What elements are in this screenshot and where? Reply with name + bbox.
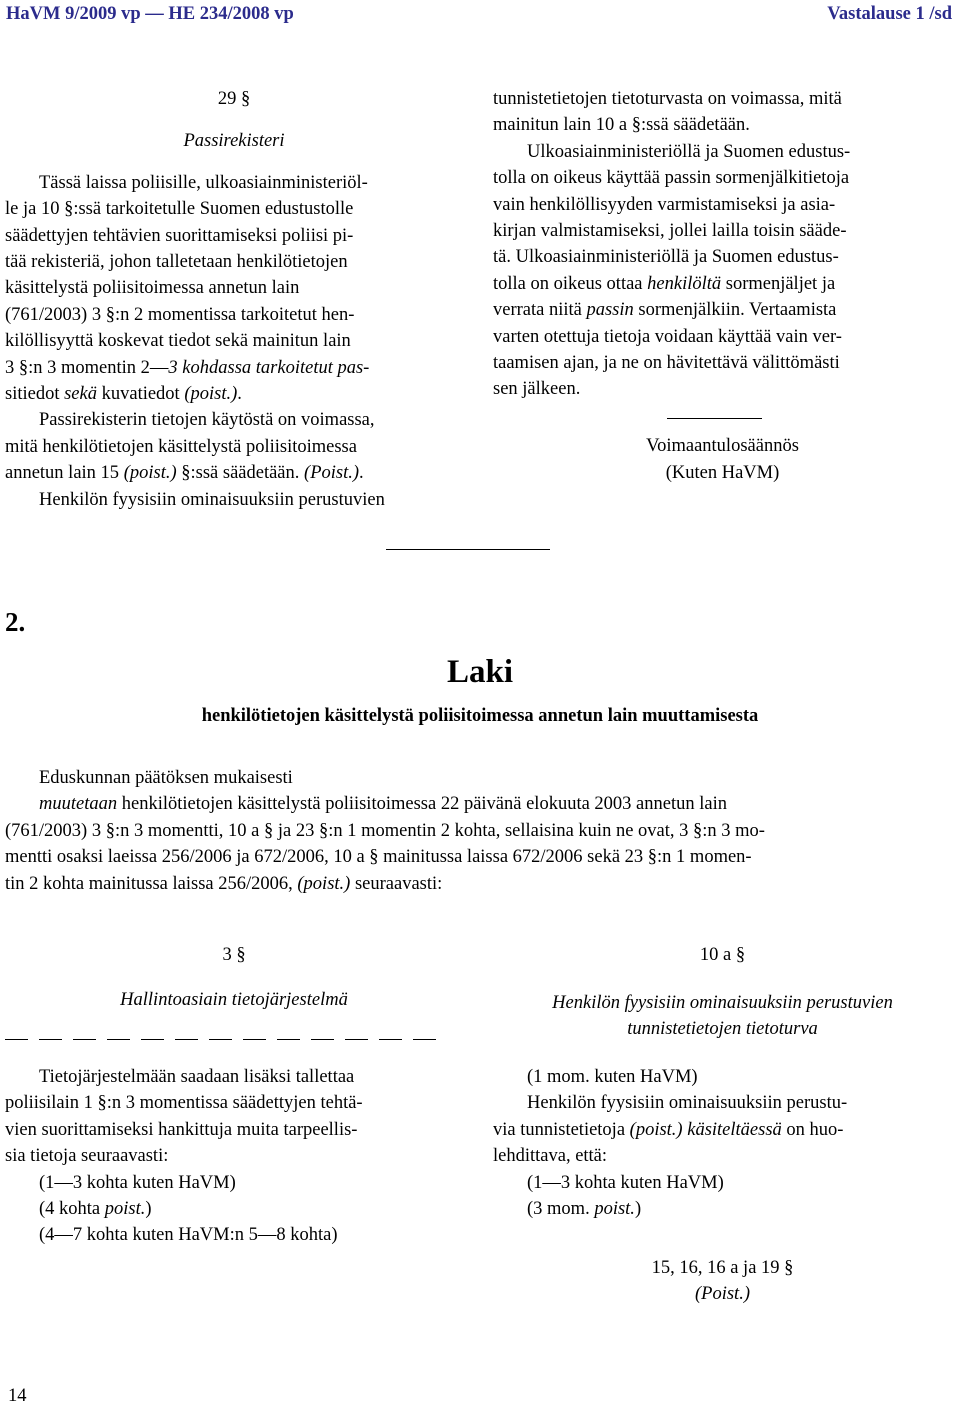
paragraph: (1 mom. kuten HaVM) Henkilön fyysisiin ominaisuuksiin perustu- via tunnistetietoja (poist.) käsiteltäessä on huo- lehdittava, että: (1—3 kohta kuten HaVM) (3 mom. poist.) [493,1064,952,1222]
omitted-text-dashes [5,1039,436,1040]
law-title: Laki [446,654,514,690]
transition-heading: Voimaantulosäännös [646,436,799,456]
section-title: Henkilön fyysisiin ominaisuuksiin perustuvien tunnistetietojen tietoturva [552,993,893,1040]
section-title: Passirekisteri [183,131,285,152]
paragraph: Passirekisterin tietojen käytöstä on voimassa, mitä henkilötietojen käsittelystä poliisitoimessa annetun lain 15 (poist.) §:ssä säädetään. (Poist.). Henkilön fyysisiin ominaisuuksiin perustuvien [5,410,385,510]
law-number: 2. [5,607,26,637]
paragraph: Ulkoasiainministeriöllä ja Suomen edustus- tolla on oikeus käyttää passin sormenjälkitietoja vain henkilöllisyyden varmistamiseksi ja asia- kirjan valmistamiseksi, jollei lailla toisin sääde- tä. Ulkoasiainministeriöllä ja Suomen edustus- tolla on oikeus ottaa henkilöltä sormenjäljet ja verrata niitä passin sormenjälkiin. Vertaamista varten otettuja tietoja voidaan käyttää vain ver- taamisen ajan, ja ne on hävitettävä välittömästi sen jälkeen. [493,141,851,400]
paragraph: Tietojärjestelmään saadaan lisäksi tallettaa poliisilain 1 §:n 3 momentissa säädettyjen tehtä- vien suorittamiseksi hankittuja muita tarpeellis- sia tietoja seuraavasti: (1—3 kohta kuten HaVM) (4 kohta poist.) (4—7 kohta kuten HaVM:n 5—8 kohta) [5,1064,463,1249]
right-column [493,86,952,403]
list-item: (3 mom. poist.) [527,1199,642,1220]
list-item: (4—7 kohta kuten HaVM:n 5—8 kohta) [39,1225,338,1246]
removed-note: (Poist.) [695,1284,750,1304]
section-heading: 29 § [217,89,251,109]
removed-sections: 15, 16, 16 a ja 19 § [651,1258,794,1278]
law-preamble: Eduskunnan päätöksen mukaisesti muutetaan henkilötietojen käsittelystä poliisitoimessa 22 päivänä elokuuta 2003 annetun lain (761/2003) 3 §:n 3 momentti, 10 a § ja 23 §:n 1 momentin 2 kohta, sellaisina kuin ne ovat, 3 §:n 3 mo- mentti osaksi laeissa 256/2006 ja 672/2006, 10 a § mainitussa laissa 672/2006 sekä 23 §:n 1 momen- tin 2 kohta mainitussa laissa 256/2006, (poist.) seuraavasti: [5,768,765,894]
transition-subheading: (Kuten HaVM) [665,463,780,483]
list-item: (1—3 kohta kuten HaVM) [39,1172,236,1193]
running-header-right: Vastalause 1 /sd [827,4,952,24]
section-divider [386,549,550,550]
law-subtitle: henkilötietojen käsittelystä poliisitoimessa annetun lain muuttamisesta [201,706,759,726]
section-divider [667,418,762,419]
running-header-left: HaVM 9/2009 vp — HE 234/2008 vp [6,4,294,24]
paragraph: Tässä laissa poliisille, ulkoasiainministeriöl- le ja 10 §:ssä tarkoitetulle Suomen edustustolle säädettyjen tehtävien suorittamiseksi poliisi pi- tää rekisteriä, johon talletetaan henkilötietojen käsittelystä poliisitoimessa annetun lain (761/2003) 3 §:n 2 momentissa tarkoitetut hen- kilöllisyyttä koskevat tiedot sekä mainitun lain 3 §:n 3 momentin 2—3 kohdassa tarkoitetut pas- sitiedot sekä kuvatiedot (poist.). [5,172,370,405]
section-heading: 3 § [222,945,246,965]
list-item: (1—3 kohta kuten HaVM) [527,1172,724,1193]
section-heading: 10 a § [699,945,746,965]
left-column [5,86,463,513]
list-item: (4 kohta poist.) [39,1199,152,1220]
section-title: Hallintoasiain tietojärjestelmä [120,990,348,1010]
paragraph: tunnistetietojen tietoturvasta on voimassa, mitä mainitun lain 10 a §:ssä säädetään. [493,89,842,136]
page-number: 14 [8,1386,27,1406]
